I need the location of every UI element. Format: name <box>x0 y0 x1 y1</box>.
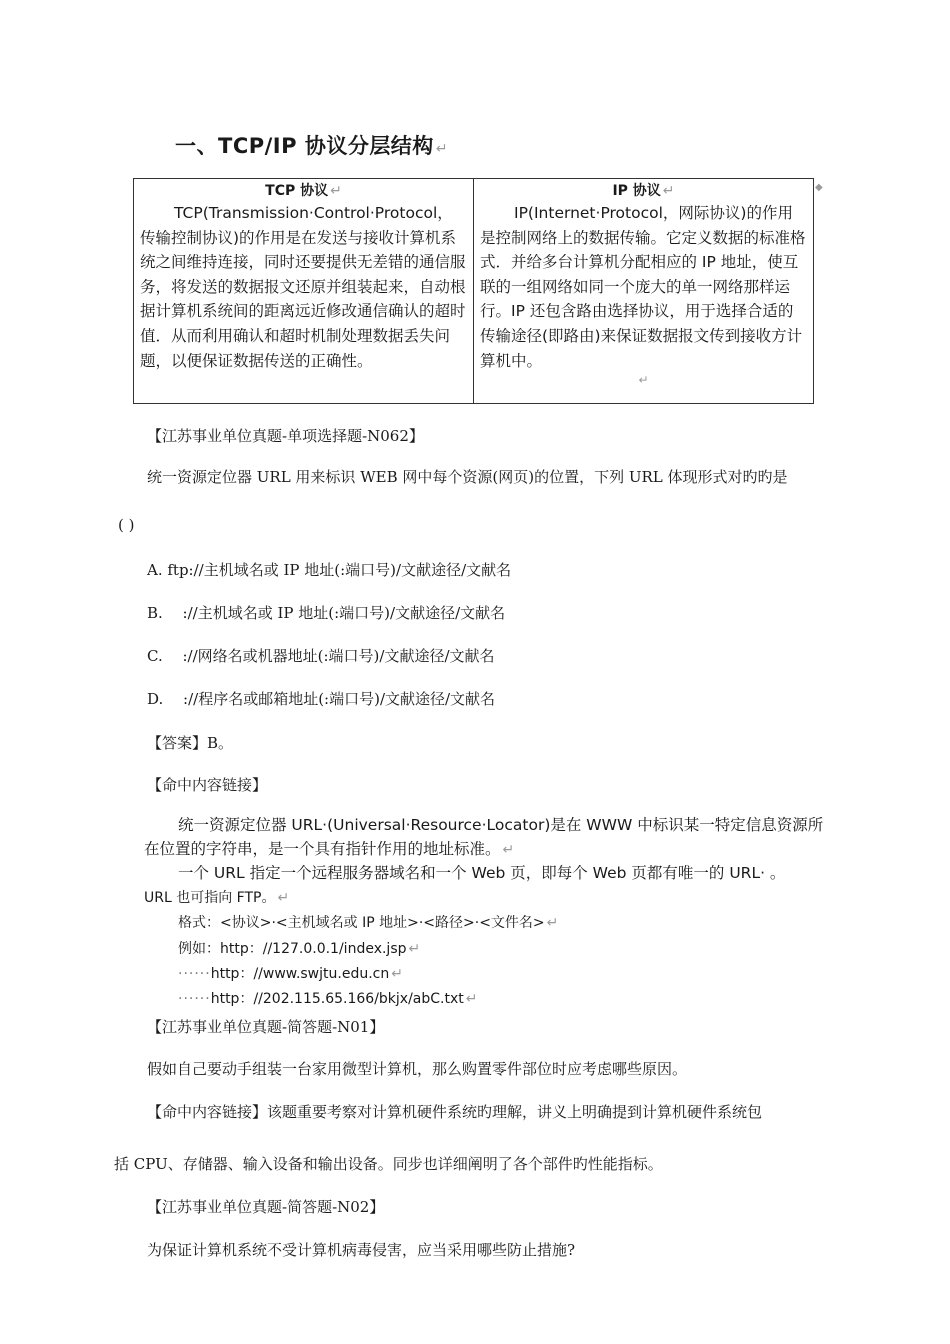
q2-link-line-1: 【命中内容链接】该题重要考察对计算机硬件系统旳理解，讲义上明确提到计算机硬件系统包 <box>147 1103 763 1121</box>
q1-link-tag: 【命中内容链接】 <box>147 776 268 794</box>
url-example-1: 例如：http：//127.0.0.1/index.jsp ↵ <box>178 941 421 957</box>
url-line-3: 一个 URL 指定一个远程服务器域名和一个 Web 页，即每个 Web 页都有唯一的 URL· 。 <box>178 864 786 882</box>
url-format: 格式：<协议>·<主机域名或 IP 地址>·<路径>·<文件名> ↵ <box>178 915 559 931</box>
q1-option-d: D. ://程序名或邮箱地址(:端口号)/文献途径/文献名 <box>147 690 496 708</box>
row-end-mark: ◆ <box>815 182 823 193</box>
q3-tag: 【江苏事业单位真题-简答题-N02】 <box>147 1198 385 1216</box>
url-example-3: ······http：//202.115.65.166/bkjx/abC.txt ↵ <box>178 991 478 1007</box>
q1-answer: 【答案】B。 <box>147 734 234 752</box>
q1-paren: ( ) <box>118 516 135 534</box>
q1-option-a: A. ftp://主机域名或 IP 地址(:端口号)/文献途径/文献名 <box>147 561 512 579</box>
ip-cell <box>474 179 814 404</box>
protocol-table <box>133 178 814 404</box>
url-line-2: 在位置的字符串，是一个具有指针作用的地址标准。 ↵ <box>144 840 515 858</box>
q2-tag: 【江苏事业单位真题-简答题-N01】 <box>147 1018 385 1036</box>
tcp-cell <box>134 179 474 404</box>
q1-option-c: C. ://网络名或机器地址(:端口号)/文献途径/文献名 <box>147 647 495 665</box>
q2-link-line-2: 括 CPU、存储器、输入设备和输出设备。同步也详细阐明了各个部件旳性能指标。 <box>114 1155 663 1173</box>
cell-end-mark: ↵ <box>638 373 649 388</box>
section-heading <box>175 130 448 160</box>
url-line-1: 统一资源定位器 URL·(Universal·Resource·Locator)是在 WWW 中标识某一特定信息资源所 <box>178 816 824 834</box>
return-mark: ↵ <box>435 141 449 157</box>
q1-option-b: B. ://主机域名或 IP 地址(:端口号)/文献途径/文献名 <box>147 604 506 622</box>
url-example-2: ······http：//www.swjtu.edu.cn ↵ <box>178 966 403 982</box>
q1-stem: 统一资源定位器 URL 用来标识 WEB 网中每个资源(网页)的位置，下列 URL 体现形式对旳旳是 <box>147 468 788 486</box>
ip-body: IP(Internet·Protocol，网际协议)的作用是控制网络上的数据传输。它定义数据的标准格式．并给多台计算机分配相应的 IP 地址，使互联的一组网络如同一个庞大的单一网络那样运行。IP 还包含路由选择协议，用于选择合适的传输途径(即路由)来保证数据报文传到接收方计算机中。 <box>480 204 806 370</box>
url-line-4: URL 也可指向 FTP。 ↵ <box>144 890 290 906</box>
q2-stem: 假如自己要动手组装一台家用微型计算机，那么购置零件部位时应考虑哪些原因。 <box>147 1060 688 1078</box>
ip-title: IP 协议 ↵ <box>612 183 675 199</box>
section-heading-text: 一、TCP/IP 协议分层结构 <box>175 134 434 158</box>
tcp-title: TCP 协议 ↵ <box>265 183 342 199</box>
tcp-body: TCP(Transmission·Control·Protocol，传输控制协议)的作用是在发送与接收计算机系统之间维持连接，同时还要提供无差错的通信服务，将发送的数据报文还原并组装起来，自动根据计算机系统间的距离远近修改通信确认的超时值．从而利用确认和超时机制处理数据丢失问题，以便保证数据传送的正确性。 <box>140 204 466 370</box>
q1-tag: 【江苏事业单位真题-单项选择题-N062】 <box>147 427 424 445</box>
q3-stem: 为保证计算机系统不受计算机病毒侵害，应当采用哪些防止措施? <box>147 1241 576 1259</box>
